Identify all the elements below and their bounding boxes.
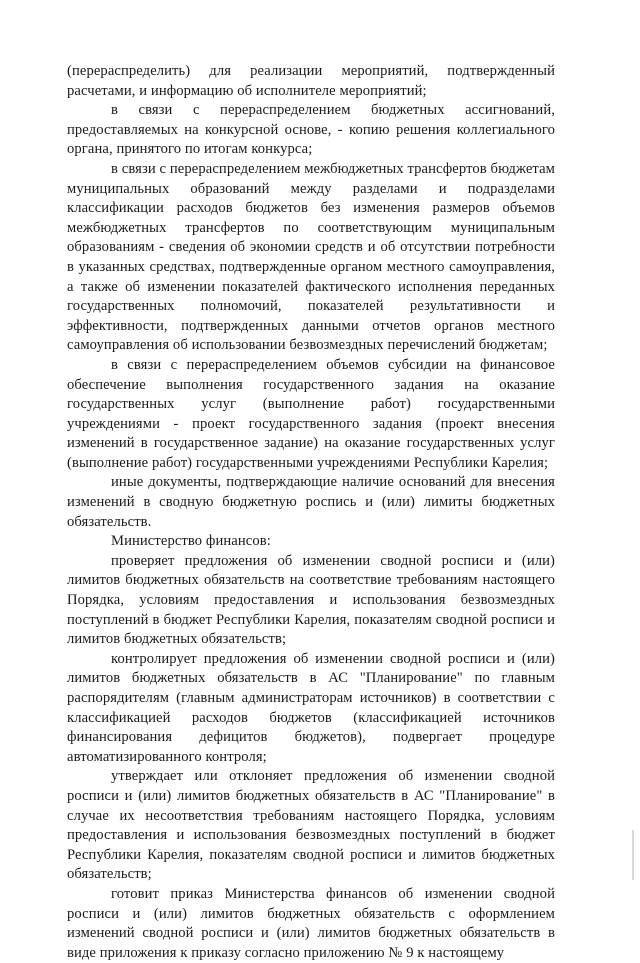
paragraph: (перераспределить) для реализации мероприятий, подтвержденный расчетами, и информацию об исполнителе мероприятий; [67,63,555,99]
paragraph: иные документы, подтверждающие наличие оснований для внесения изменений в сводную бюджетную роспись и (или) лимиты бюджетных обязательств. [67,474,555,530]
paragraph: готовит приказ Министерства финансов об изменении сводной росписи и (или) лимитов бюджетных обязательств с оформлением изменений сводной росписи и (или) лимитов бюджетных обязательств в виде приложения к приказу согласно приложению № 9 к настоящему [67,885,555,961]
paragraph: в связи с перераспределением бюджетных ассигнований, предоставляемых на конкурсной основе, - копию решения коллегиального органа, принятого по итогам конкурса; [67,102,555,158]
paragraph: в связи с перераспределением объемов субсидии на финансовое обеспечение выполнения государственного задания на оказание государственных услуг (выполнение работ) государственными учреждениями - проект государственного задания (проект внесения изменений в государственное задание) на оказание государственных услуг (выполнение работ) государственными учреждениями Республики Карелия; [67,356,555,471]
scan-edge-mark [632,830,634,880]
paragraph: контролирует предложения об изменении сводной росписи и (или) лимитов бюджетных обязательств в АС "Планирование" по главным распорядителям (главным администраторам источников) в соответствии с классификацией расходов бюджетов (классификацией источников финансирования дефицитов бюджетов), подвергает процедуре автоматизированного контроля; [67,650,555,765]
paragraph: в связи с перераспределением межбюджетных трансфертов бюджетам муниципальных образований между разделами и подразделами классификации расходов бюджетов без изменения размеров объемов межбюджетных трансфертов по соответствующим муниципальным образованиям - сведения об экономии средств и об отсутствии потребности в указанных средствах, подтвержденные органом местного самоуправления, а также об изменении показателей фактического исполнения переданных государственных полномочий, показателей результативности и эффективности, подтвержденных данными отчетов органов местного самоуправления об использовании безвозмездных перечислений бюджетам; [67,160,555,354]
section-heading: Министерство финансов: [111,533,271,550]
paragraph: утверждает или отклоняет предложения об изменении сводной росписи и (или) лимитов бюджетных обязательств в АС "Планирование" в случае их несоответствия требованиям настоящего Порядка, условиям предоставления и использования безвозмездных поступлений в бюджет Республики Карелия, показателям сводной росписи и лимитов бюджетных обязательств; [67,768,555,883]
paragraph: проверяет предложения об изменении сводной росписи и (или) лимитов бюджетных обязательств на соответствие требованиям настоящего Порядка, условиям предоставления и использования безвозмездных поступлений в бюджет Республики Карелия, показателям сводной росписи и лимитов бюджетных обязательств; [67,552,555,648]
